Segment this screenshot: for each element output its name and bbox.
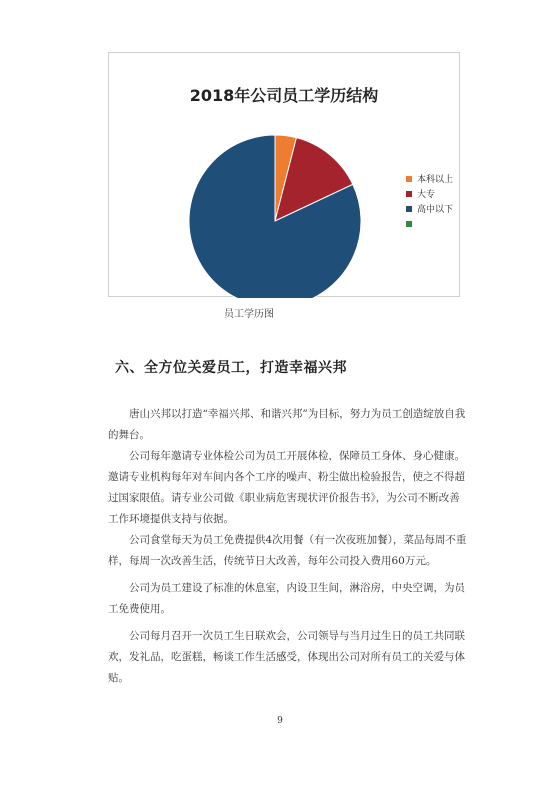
pie-chart bbox=[108, 52, 460, 297]
legend-label: 高中以下 bbox=[417, 205, 454, 215]
legend-item bbox=[406, 216, 453, 231]
legend-swatch bbox=[406, 191, 412, 197]
chart-title: 2018年公司员工学历结构 bbox=[189, 86, 379, 105]
paragraph-2: 公司每年邀请专业体检公司为员工开展体检，保障员工身体、身心健康。邀请专业机构每年对车间内各个工序的噪声、粉尘做出检验报告，使之不得超过国家限值。请专业公司做《职业病危害现状评价报告书》，为公司不断改善工作环境提供支持与依据。 bbox=[108, 450, 465, 525]
paragraph-1: 唐山兴邦以打造“幸福兴邦、和谐兴邦”为目标，努力为员工创造绽放自我的舞台。 bbox=[108, 408, 466, 441]
legend-label: 大专 bbox=[417, 190, 436, 200]
legend-swatch bbox=[406, 176, 412, 182]
paragraph-5: 公司每月召开一次员工生日联欢会，公司领导与当月过生日的员工共同联欢，发礼品，吃蛋糕，畅谈工作生活感受，体现出公司对所有员工的关爱与体贴。 bbox=[108, 630, 465, 684]
paragraph-3: 公司食堂每天为员工免费提供4次用餐（有一次夜班加餐），菜品每周不重样，每周一次改善生活，传统节日大改善，每年公司投入费用60万元。 bbox=[108, 534, 467, 567]
legend-swatch bbox=[406, 206, 412, 212]
section-heading: 六、全方位关爱员工，打造幸福兴邦 bbox=[115, 360, 347, 376]
legend-item bbox=[406, 201, 453, 216]
chart-caption: 员工学历图 bbox=[224, 309, 274, 320]
legend-swatch bbox=[406, 221, 412, 227]
legend-label: 本科以上 bbox=[417, 175, 454, 185]
chart-legend bbox=[406, 171, 453, 231]
page-number: 9 bbox=[277, 716, 283, 726]
legend-item bbox=[406, 186, 453, 201]
legend-item bbox=[406, 171, 453, 186]
paragraph-4: 公司为员工建设了标准的休息室，内设卫生间，淋浴房，中央空调，为员工免费使用。 bbox=[108, 582, 465, 615]
